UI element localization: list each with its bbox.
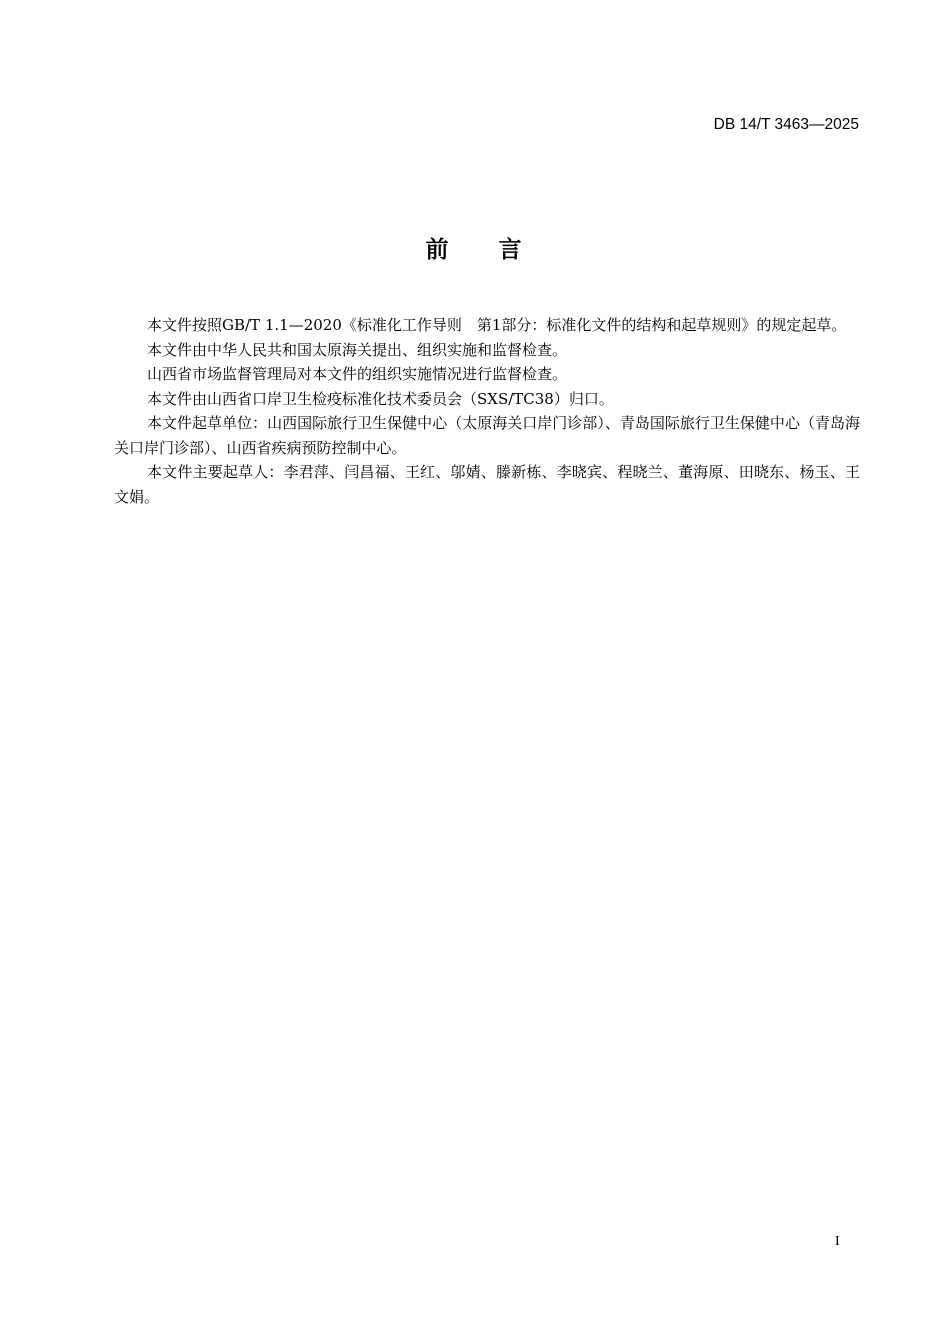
paragraph-drafters: 本文件主要起草人：李君萍、闫昌福、王红、邬婧、滕新栋、李晓宾、程晓兰、董海原、田晓东、杨玉、王文娟。 [114, 463, 860, 506]
page-title: 前言 [425, 237, 572, 263]
paragraph-drafting-units: 本文件起草单位：山西国际旅行卫生保健中心（太原海关口岸门诊部）、青岛国际旅行卫生保健中心（青岛海关口岸门诊部）、山西省疾病预防控制中心。 [114, 414, 860, 457]
preface-body [114, 313, 860, 509]
paragraph-proposer: 本文件由中华人民共和国太原海关提出、组织实施和监督检查。 [147, 340, 568, 359]
paragraph-supervisor: 山西省市场监督管理局对本文件的组织实施情况进行监督检查。 [147, 365, 568, 383]
document-code: DB 14/T 3463—2025 [713, 116, 859, 133]
paragraph-drafting-rules: 本文件按照GB/T 1.1—2020《标准化工作导则 第1部分：标准化文件的结构和起草规则》的规定起草。 [147, 316, 847, 334]
page-number: I [835, 1234, 840, 1249]
paragraph-committee: 本文件由山西省口岸卫生检疫标准化技术委员会（SXS/TC38）归口。 [147, 389, 614, 408]
